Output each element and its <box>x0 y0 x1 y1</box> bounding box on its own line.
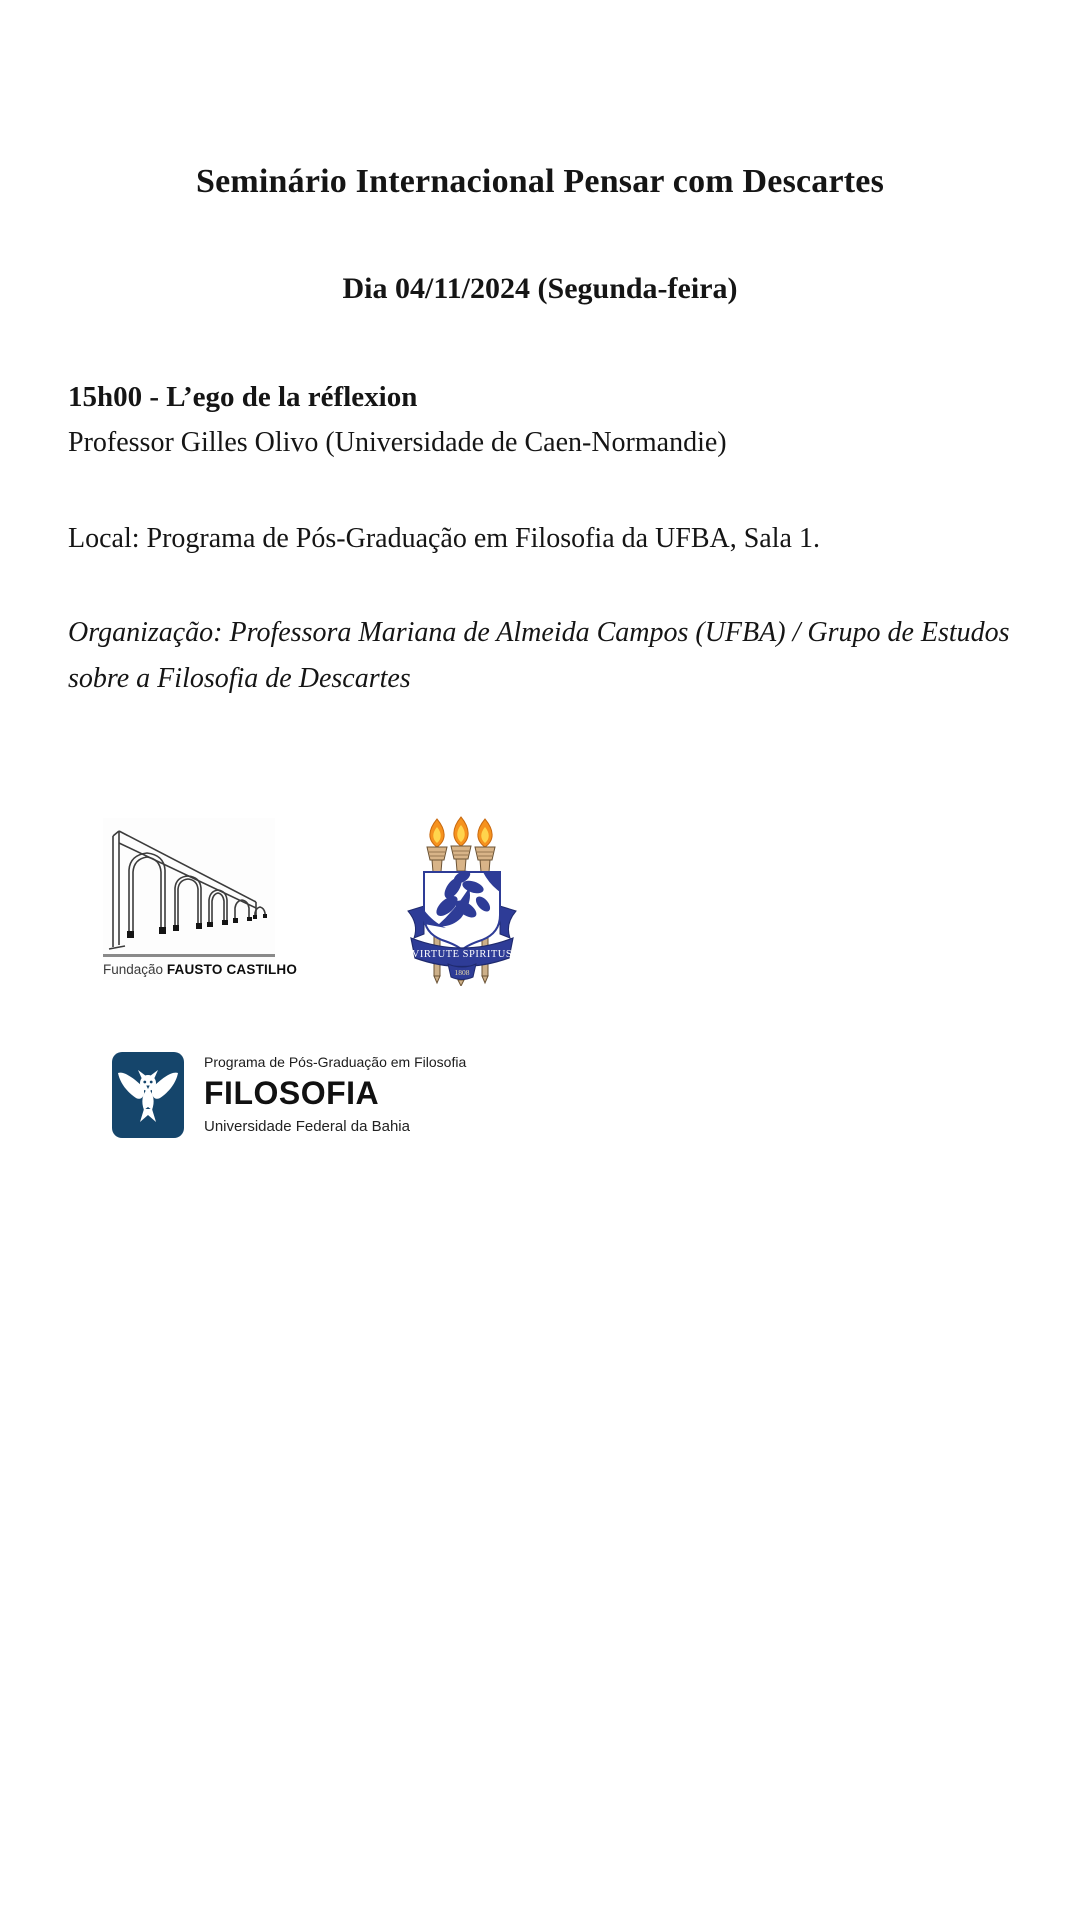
fausto-castilho-label <box>103 962 298 977</box>
fausto-label-regular: Fundação <box>103 962 164 977</box>
ufba-crest-logo <box>403 814 521 986</box>
session-speaker: Professor Gilles Olivo (Universidade de Caen-Normandie) <box>68 427 727 458</box>
aqueduct-icon <box>103 818 275 952</box>
organization-paragraph: Organização: Professora Mariana de Almeida Campos (UFBA) / Grupo de Estudos sobre a Filosofia de Descartes <box>68 617 1010 694</box>
ufba-year: 1808 <box>454 968 470 977</box>
ppg-university-line: Universidade Federal da Bahia <box>204 1118 410 1136</box>
ppg-program-line: Programa de Pós-Graduação em Filosofia <box>204 1054 467 1070</box>
ppg-filosofia-textblock <box>204 1052 466 1135</box>
fausto-castilho-logo <box>103 818 298 980</box>
ppg-filosofia-logo <box>112 1052 466 1138</box>
location-line: Local: Programa de Pós-Graduação em Filosofia da UFBA, Sala 1. <box>68 523 820 554</box>
ufba-motto: VIRTUTE SPIRITUS <box>411 949 513 960</box>
page-title: Seminário Internacional Pensar com Descartes <box>195 163 885 200</box>
event-date: Dia 04/11/2024 (Segunda-feira) <box>342 272 738 305</box>
fausto-label-bold: FAUSTO CASTILHO <box>166 962 298 977</box>
ufba-crest-icon <box>403 814 521 986</box>
ppg-title: FILOSOFIA <box>204 1075 380 1111</box>
session-time-title: 15h00 - L’ego de la réflexion <box>68 381 418 413</box>
logo-divider <box>103 954 275 957</box>
owl-icon <box>112 1052 184 1138</box>
